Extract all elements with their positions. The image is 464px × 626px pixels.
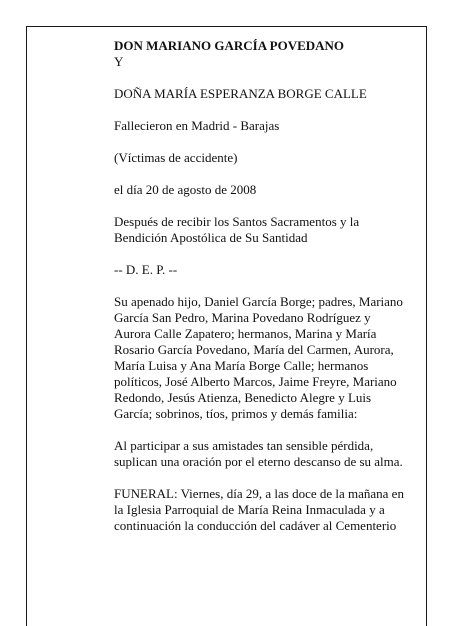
family-line: políticos, José Alberto Marcos, Jaime Freyre, Mariano (114, 374, 397, 389)
funeral-line: FUNERAL: Viernes, día 29, a las doce de la mañana en (114, 486, 404, 501)
funeral-paragraph (114, 486, 424, 534)
place-of-death: Fallecieron en Madrid - Barajas (114, 118, 280, 133)
obituary-notice (114, 38, 424, 550)
deceased-name-1: DON MARIANO GARCÍA POVEDANO (114, 38, 345, 53)
dep-line: -- D. E. P. -- (114, 262, 178, 277)
funeral-line: la Iglesia Parroquial de María Reina Inmaculada y a (114, 502, 385, 517)
cause-of-death: (Víctimas de accidente) (114, 150, 238, 165)
family-line: María Luisa y Ana María Borge Calle; hermanos (114, 358, 369, 373)
request-paragraph (114, 438, 424, 470)
sacraments-paragraph (114, 214, 424, 246)
conjunction-text: Y (114, 54, 124, 69)
family-line: García; sobrinos, tíos, primos y demás familia: (114, 406, 358, 421)
family-line: Aurora Calle Zapatero; hermanos, Marina y María (114, 326, 377, 341)
funeral-line: continuación la conducción del cadáver al Cementerio (114, 518, 397, 533)
family-paragraph (114, 294, 424, 422)
family-line: Redondo, Jesús Atienza, Benedicto Alegre y Luis (114, 390, 372, 405)
deceased-name-2: DOÑA MARÍA ESPERANZA BORGE CALLE (114, 86, 367, 101)
sacraments-line: Bendición Apostólica de Su Santidad (114, 230, 308, 245)
request-line: Al participar a sus amistades tan sensible pérdida, (114, 438, 374, 453)
date-of-death: el día 20 de agosto de 2008 (114, 182, 257, 197)
family-line: Su apenado hijo, Daniel García Borge; padres, Mariano (114, 294, 403, 309)
family-line: Rosario García Povedano, María del Carmen, Aurora, (114, 342, 394, 357)
sacraments-line: Después de recibir los Santos Sacramentos y la (114, 214, 360, 229)
family-line: García San Pedro, Marina Povedano Rodríguez y (114, 310, 371, 325)
request-line: suplican una oración por el eterno descanso de su alma. (114, 454, 403, 469)
